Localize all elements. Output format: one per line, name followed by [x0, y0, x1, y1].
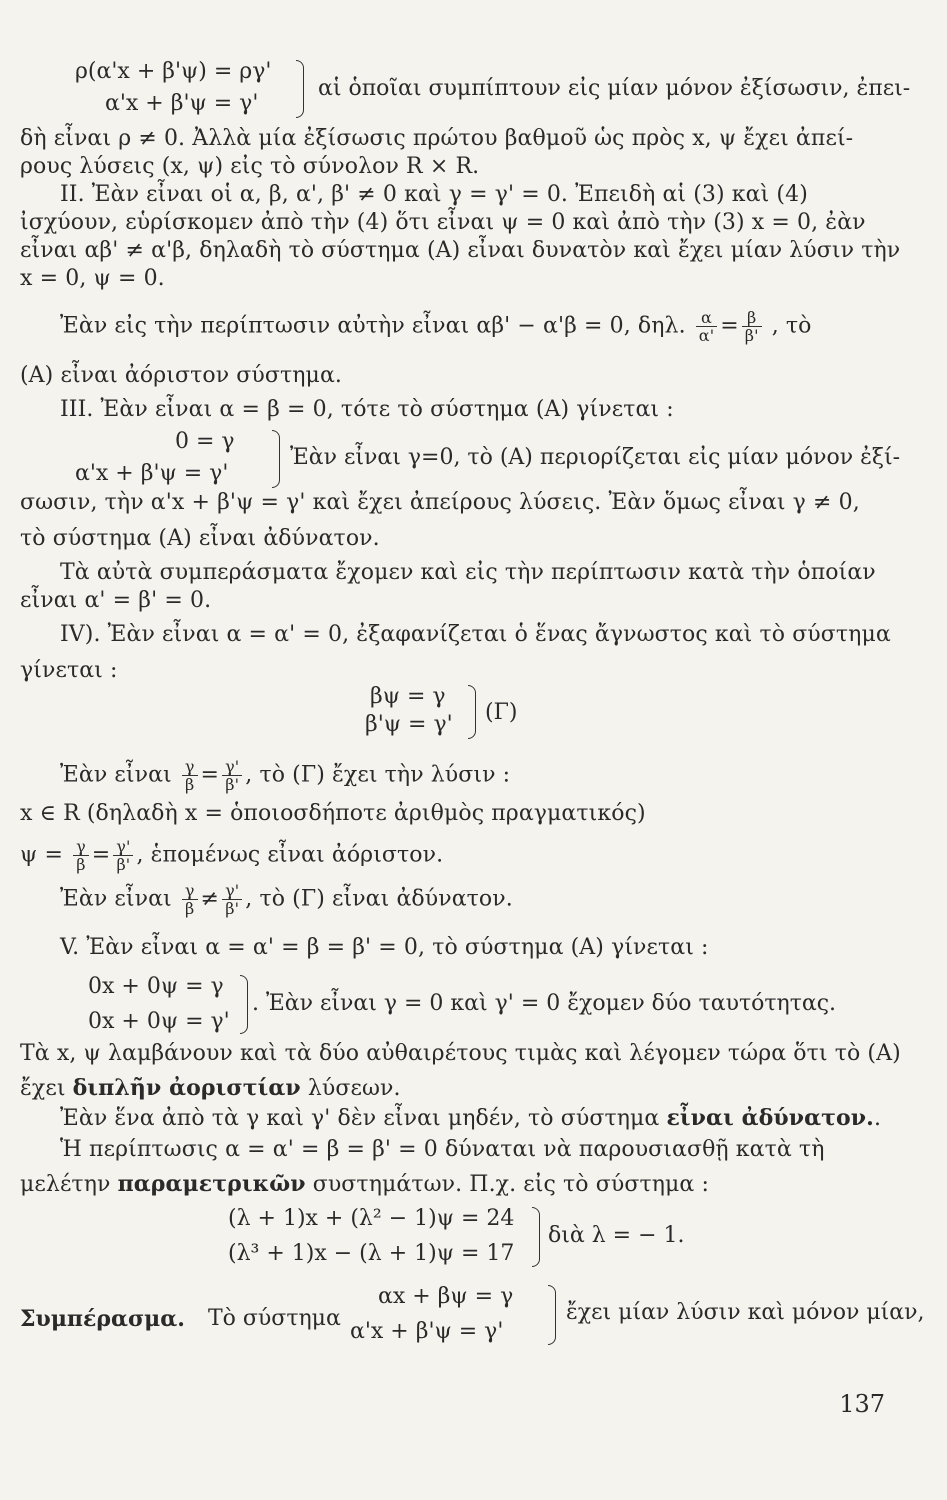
text-line: x = 0, ψ = 0.: [20, 266, 165, 291]
equals-sign: =: [720, 313, 739, 339]
text-line: ἔχει μίαν λύσιν καὶ μόνον μίαν,: [566, 1300, 925, 1325]
denominator: β: [185, 899, 195, 918]
label: (Γ): [485, 700, 518, 725]
text-run: μελέτην: [20, 1172, 111, 1197]
equals-sign: =: [200, 762, 220, 788]
text-run: , τὸ (Γ) εἶναι ἀδύνατον.: [245, 886, 513, 912]
fraction: [73, 838, 89, 873]
text-run: ἔχει: [20, 1076, 66, 1101]
text-run: Ἐὰν εἶναι: [60, 762, 172, 788]
text-line: [20, 1170, 880, 1199]
equation: 0x + 0ψ = γ': [88, 1009, 230, 1034]
equation: αx + βψ = γ: [378, 1284, 514, 1309]
text-run: Ἐὰν ἕνα ἀπὸ τὰ γ καὶ γ' δὲν εἶναι μηδέν, τὸ σύστημα: [60, 1106, 660, 1131]
brace: [532, 1207, 540, 1267]
text-line: Ἡ περίπτωσις α = α' = β = β' = 0 δύναται νὰ παρουσιασθῇ κατὰ τὴ: [60, 1137, 825, 1162]
fraction: [113, 838, 133, 873]
denominator: β': [116, 855, 131, 874]
equation: α'x + β'ψ = γ': [350, 1319, 504, 1344]
fraction: [696, 309, 717, 344]
equation: 0 = γ: [175, 429, 235, 454]
text-line: III. Ἐὰν εἶναι α = β = 0, τότε τὸ σύστημα (Α) γίνεται :: [60, 397, 674, 422]
page-number: 137: [839, 1390, 885, 1418]
text-run: Τὸ σύστημα: [208, 1306, 341, 1331]
equation: (λ + 1)x + (λ² − 1)ψ = 24: [228, 1206, 515, 1231]
conclusion-label: [20, 1305, 185, 1334]
text-run: , τὸ: [771, 313, 812, 339]
text-line: II. Ἐὰν εἶναι οἱ α, β, α', β' ≠ 0 καὶ γ = γ' = 0. Ἐπειδὴ αἱ (3) καὶ (4): [60, 182, 808, 207]
text-line: x ∈ R (δηλαδὴ x = ὁποιοσδήποτε ἀριθμὸς πραγματικός): [20, 801, 646, 826]
denominator: β': [225, 899, 240, 918]
text-line: ρους λύσεις (x, ψ) εἰς τὸ σύνολον R × R.: [20, 154, 480, 179]
numerator: γ': [222, 758, 242, 776]
equation: βψ = γ: [370, 684, 446, 709]
text-line: [60, 309, 920, 344]
numerator: β: [742, 309, 762, 327]
text-line: . Ἐὰν εἶναι γ = 0 καὶ γ' = 0 ἔχομεν δύο ταυτότητας.: [252, 991, 837, 1016]
equation: 0x + 0ψ = γ: [88, 974, 224, 999]
text-line: γίνεται :: [20, 658, 118, 683]
text-line: Ἐὰν εἶναι γ=0, τὸ (Α) περιορίζεται εἰς μίαν μόνον ἐξί-: [290, 445, 901, 470]
equation: ρ(α'x + β'ψ) = ργ': [75, 59, 272, 84]
text-line: τὸ σύστημα (Α) εἶναι ἀδύνατον.: [20, 526, 380, 551]
text-line: (Α) εἶναι ἀόριστον σύστημα.: [20, 363, 342, 388]
brace: [240, 975, 248, 1034]
numerator: γ: [182, 758, 198, 776]
text-line: διὰ λ = − 1.: [548, 1223, 685, 1248]
text-line: [60, 882, 920, 917]
denominator: β: [185, 775, 195, 794]
denominator: β': [225, 775, 240, 794]
text-line: [60, 1104, 920, 1133]
text-line: Τὰ αὐτὰ συμπεράσματα ἔχομεν καὶ εἰς τὴν περίπτωσιν κατὰ τὴν ὁποίαν: [60, 560, 876, 585]
text-line: IV). Ἐὰν εἶναι α = α' = 0, ἐξαφανίζεται ὁ ἕνας ἄγνωστος καὶ τὸ σύστημα: [60, 622, 891, 647]
numerator: γ': [113, 838, 133, 856]
text-line: αἱ ὁποῖαι συμπίπτουν εἰς μίαν μόνον ἐξίσωσιν, ἐπει-: [318, 76, 911, 101]
text-run: , τὸ (Γ) ἔχει τὴν λύσιν :: [245, 762, 511, 788]
not-equal-sign: ≠: [200, 886, 220, 912]
text-line: [20, 838, 880, 873]
brace: [548, 1285, 556, 1345]
text-run: , ἑπομένως εἶναι ἀόριστον.: [136, 842, 444, 868]
bold-term: διπλῆν ἀοριστίαν: [72, 1075, 301, 1101]
bold-term: Συμπέρασμα.: [20, 1306, 185, 1332]
equation: β'ψ = γ': [365, 712, 453, 737]
text-line: [60, 758, 920, 793]
text-run: συστημάτων. Π.χ. εἰς τὸ σύστημα :: [312, 1172, 709, 1197]
equation: α'x + β'ψ = γ': [105, 91, 259, 116]
text-line: Τὰ x, ψ λαμβάνουν καὶ τὰ δύο αὐθαιρέτους τιμὰς καὶ λέγομεν τώρα ὅτι τὸ (Α): [20, 1041, 901, 1066]
text-line: σωσιν, τὴν α'x + β'ψ = γ' καὶ ἔχει ἀπείρους λύσεις. Ἐὰν ὅμως εἶναι γ ≠ 0,: [20, 490, 860, 515]
equals-sign: =: [91, 842, 111, 868]
text-line: δὴ εἶναι ρ ≠ 0. Ἀλλὰ μία ἐξίσωσις πρώτου βαθμοῦ ὡς πρὸς x, ψ ἔχει ἀπεί-: [20, 126, 854, 151]
text-line: ἰσχύουν, εὑρίσκομεν ἀπὸ τὴν (4) ὅτι εἶναι ψ = 0 καὶ ἀπὸ τὴν (3) x = 0, ἐὰν: [20, 210, 866, 235]
numerator: γ: [73, 838, 89, 856]
equation: (λ³ + 1)x − (λ + 1)ψ = 17: [228, 1241, 515, 1266]
text-run: .: [873, 1106, 882, 1131]
numerator: γ': [222, 882, 242, 900]
text-line: εἶναι α' = β' = 0.: [20, 588, 212, 613]
text-line: εἶναι αβ' ≠ α'β, δηλαδὴ τὸ σύστημα (Α) εἶναι δυνατὸν καὶ ἔχει μίαν λύσιν τὴν: [20, 238, 901, 263]
text-run: Ἐὰν εἶναι: [60, 886, 172, 912]
fraction: [182, 758, 198, 793]
equation: α'x + β'ψ = γ': [75, 461, 229, 486]
text-line: [20, 1074, 880, 1103]
denominator: α': [698, 326, 715, 345]
fraction: [222, 758, 242, 793]
text-run: λύσεων.: [307, 1076, 401, 1101]
bold-term: εἶναι ἀδύνατον.: [666, 1105, 874, 1131]
brace: [296, 60, 304, 118]
denominator: β': [744, 326, 759, 345]
text-run: Ἐὰν εἰς τὴν περίπτωσιν αὐτὴν εἶναι αβ' − α'β = 0, δηλ.: [60, 313, 686, 339]
brace: [272, 430, 280, 488]
fraction: [182, 882, 198, 917]
fraction: [222, 882, 242, 917]
denominator: β: [76, 855, 86, 874]
text-run: ψ =: [20, 842, 63, 868]
text-line: V. Ἐὰν εἶναι α = α' = β = β' = 0, τὸ σύστημα (Α) γίνεται :: [60, 935, 709, 960]
numerator: γ: [182, 882, 198, 900]
numerator: α: [696, 309, 717, 327]
brace: [468, 685, 476, 739]
fraction: [742, 309, 762, 344]
bold-term: παραμετρικῶν: [117, 1171, 306, 1197]
